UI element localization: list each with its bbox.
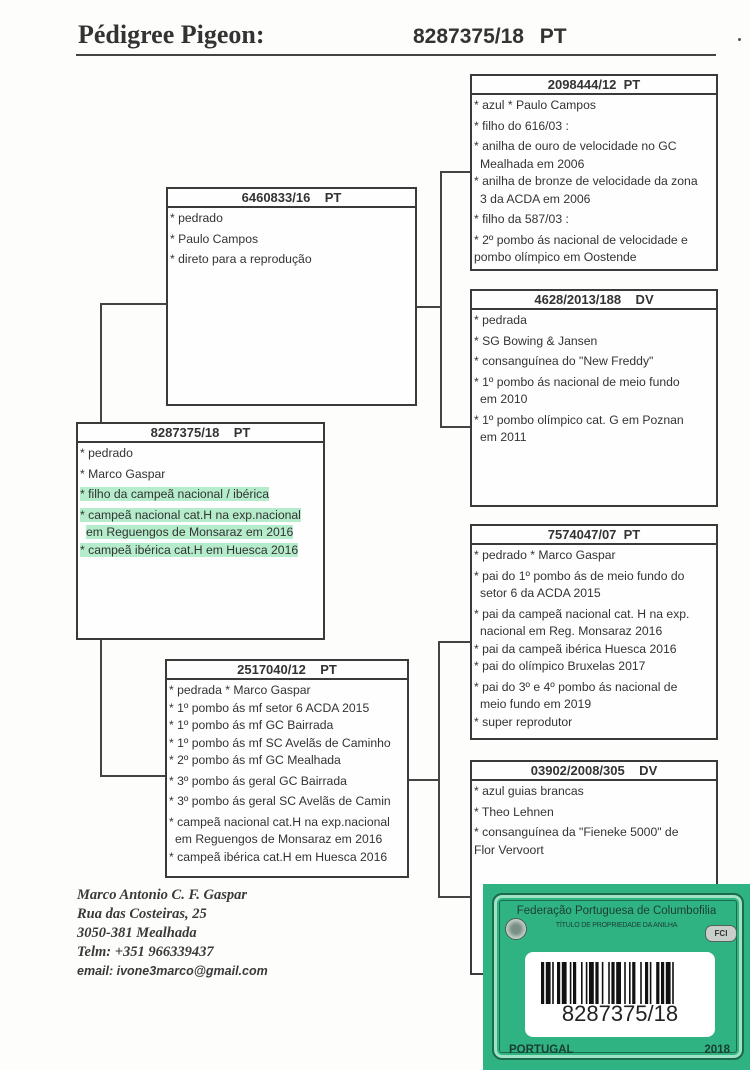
pedigree-box-dam: [165, 659, 409, 878]
pedigree-line: * 1º pombo ás mf setor 6 ACDA 2015: [169, 700, 370, 715]
pedigree-line: em 2010: [480, 392, 528, 406]
pedigree-line: 3 da ACDA em 2006: [480, 191, 591, 206]
pedigree-line: * pai do 3º e 4º pombo ás nacional de: [474, 679, 678, 694]
pedigree-line: * campeã ibérica cat.H em Huesca 2016: [169, 849, 388, 864]
card-subtitle: TÍTULO DE PROPRIEDADE DA ANILHA: [555, 922, 678, 929]
pedigree-line: * SG Bowing & Jansen: [474, 333, 598, 348]
pedigree-line: * pai do 1º pombo ás de meio fundo do: [474, 568, 685, 583]
barcode-bar: [640, 962, 642, 1004]
pedigree-line: * 3º pombo ás geral SC Avelãs de Camin: [169, 794, 391, 808]
fci-logo-icon: FCI: [705, 925, 737, 942]
ring-number: 03902/2008/305 DV: [472, 762, 716, 781]
pedigree-box-subject: [76, 422, 325, 640]
highlighted-line: * filho da campeã nacional / ibérica: [80, 487, 270, 501]
card-ring-number: 8287375/18: [561, 1001, 679, 1026]
pedigree-line: * pedrada * Marco Gaspar: [169, 683, 311, 697]
barcode-bar: [616, 962, 621, 1004]
owner-address: [77, 886, 268, 981]
connector-dam-dam: [438, 896, 470, 898]
card-country: PORTUGAL: [509, 1044, 574, 1056]
barcode-bar: [632, 962, 635, 1004]
barcode-icon: [541, 962, 701, 1004]
federation-name: Federação Portuguesa de Columbofilia: [516, 905, 717, 917]
barcode-bar: [589, 962, 594, 1004]
pedigree-line: * 2º pombo ás nacional de velocidade e: [474, 232, 688, 247]
barcode-bar: [602, 962, 604, 1004]
pedigree-line: * 1º pombo ás nacional de meio fundo: [474, 374, 680, 389]
pedigree-line: em 2011: [480, 430, 527, 444]
pedigree-box-sire: [166, 187, 417, 406]
pedigree-line: * 1º pombo olímpico cat. G em Poznan: [474, 412, 684, 427]
barcode-bar: [650, 962, 652, 1004]
scan-speck: [738, 38, 741, 41]
pedigree-line: * super reprodutor: [474, 714, 573, 729]
barcode-bar: [629, 962, 631, 1004]
connector-sire-right: [417, 306, 440, 308]
connector-subject-dam-h: [100, 775, 165, 777]
pedigree-line: * pai do olímpico Bruxelas 2017: [474, 659, 646, 673]
pedigree-line: * Marco Gaspar: [80, 466, 166, 481]
barcode-bar: [546, 962, 551, 1004]
ring-number: 7574047/07 PT: [472, 526, 716, 545]
pedigree-line: * campeã nacional cat.H na exp.nacional: [169, 814, 390, 829]
barcode-bar: [624, 962, 626, 1004]
barcode-bar: [666, 962, 671, 1004]
barcode-bar: [557, 962, 560, 1004]
pedigree-box-dam-sire: [470, 524, 718, 740]
owner-street: Rua das Costeiras, 25: [77, 906, 207, 922]
pedigree-line: * 1º pombo ás mf SC Avelãs de Caminho: [169, 735, 391, 750]
ring-number: 6460833/16 PT: [168, 189, 415, 208]
ring-number: 2098444/12 PT: [472, 76, 716, 95]
owner-phone: Telm: +351 966339437: [77, 944, 214, 960]
barcode-bar: [552, 962, 554, 1004]
barcode-bar: [541, 962, 544, 1004]
barcode-bar: [570, 962, 572, 1004]
barcode-bar: [573, 962, 576, 1004]
pedigree-line: * pedrado: [80, 446, 133, 460]
barcode-bar: [672, 962, 674, 1004]
pedigree-line: * pedrado * Marco Gaspar: [474, 548, 616, 562]
ring-number: 4628/2013/188 DV: [472, 291, 716, 310]
ring-number: 2517040/12 PT: [167, 661, 407, 680]
owner-email: email: ivone3marco@gmail.com: [77, 964, 268, 978]
pedigree-line: * direto para a reprodução: [170, 252, 312, 266]
pedigree-line: * 1º pombo ás mf GC Bairrada: [169, 718, 334, 732]
highlighted-line: em Reguengos de Monsaraz em 2016: [86, 525, 294, 539]
barcode-panel: [525, 952, 715, 1037]
connector-sire-parents: [440, 171, 442, 427]
pedigree-line: * azul guias brancas: [474, 784, 584, 798]
connector-subject-sire-h: [100, 303, 166, 305]
connector-sire-dam: [440, 426, 470, 428]
pedigree-line: * filho da 587/03 :: [474, 212, 569, 226]
highlighted-line: * campeã nacional cat.H na exp.nacional: [80, 507, 301, 522]
pedigree-line: nacional em Reg. Monsaraz 2016: [480, 624, 663, 638]
barcode-bar: [645, 962, 648, 1004]
barcode-bar: [586, 962, 588, 1004]
pedigree-line: Flor Vervoort: [474, 842, 544, 857]
connector-dam-sire: [438, 641, 470, 643]
pedigree-line: * filho do 616/03 :: [474, 118, 569, 133]
ring-number: 8287375/18 PT: [78, 424, 323, 443]
pedigree-line: * anilha de ouro de velocidade no GC: [474, 139, 677, 153]
barcode-bar: [608, 962, 610, 1004]
pedigree-line: * pedrado: [170, 211, 223, 225]
connector-subject-dam: [100, 640, 102, 775]
pedigree-line: setor 6 da ACDA 2015: [480, 586, 601, 600]
pedigree-line: * Paulo Campos: [170, 231, 259, 246]
pedigree-line: * Theo Lehnen: [474, 804, 554, 819]
ring-ownership-card: [483, 884, 750, 1070]
page-title: Pédigree Pigeon:: [78, 20, 265, 49]
pedigree-box-sire-dam: [470, 289, 718, 507]
pedigree-line: pombo olímpico em Oostende: [474, 250, 637, 264]
owner-name: Marco Antonio C. F. Gaspar: [77, 887, 248, 903]
pigeon-ring-number: 8287375/18 PT: [413, 25, 567, 48]
pedigree-line: * 3º pombo ás geral GC Bairrada: [169, 773, 347, 788]
pedigree-line: * pedrada: [474, 313, 527, 327]
barcode-bar: [595, 962, 598, 1004]
pedigree-line: * pai da campeã nacional cat. H na exp.: [474, 606, 690, 621]
pedigree-line: * pai da campeã ibérica Huesca 2016: [474, 641, 677, 656]
barcode-bar: [581, 962, 583, 1004]
connector-dam-right: [408, 779, 438, 781]
barcode-bar: [661, 962, 664, 1004]
connector-dam-parents: [438, 641, 440, 897]
pedigree-line: * consanguínea do "New Freddy": [474, 354, 654, 368]
pedigree-line: em Reguengos de Monsaraz em 2016: [175, 832, 383, 846]
pedigree-line: * 2º pombo ás mf GC Mealhada: [169, 753, 341, 767]
barcode-bar: [656, 962, 659, 1004]
barcode-bar: [611, 962, 614, 1004]
card-year: 2018: [704, 1044, 730, 1056]
owner-city: 3050-381 Mealhada: [77, 925, 197, 941]
pedigree-line: meio fundo em 2019: [480, 697, 592, 711]
connector-subject-sire: [100, 303, 102, 423]
barcode-bar: [562, 962, 567, 1004]
pedigree-line: * azul * Paulo Campos: [474, 98, 596, 112]
pedigree-line: * consanguínea da "Fieneke 5000" de: [474, 825, 679, 839]
pedigree-line: Mealhada em 2006: [480, 156, 585, 171]
highlighted-line: * campeã ibérica cat.H em Huesca 2016: [80, 542, 299, 557]
connector-sire-sire: [440, 171, 470, 173]
pedigree-box-sire-sire: [470, 74, 718, 271]
pedigree-line: * anilha de bronze de velocidade da zona: [474, 174, 698, 188]
title-underline: [76, 54, 716, 56]
